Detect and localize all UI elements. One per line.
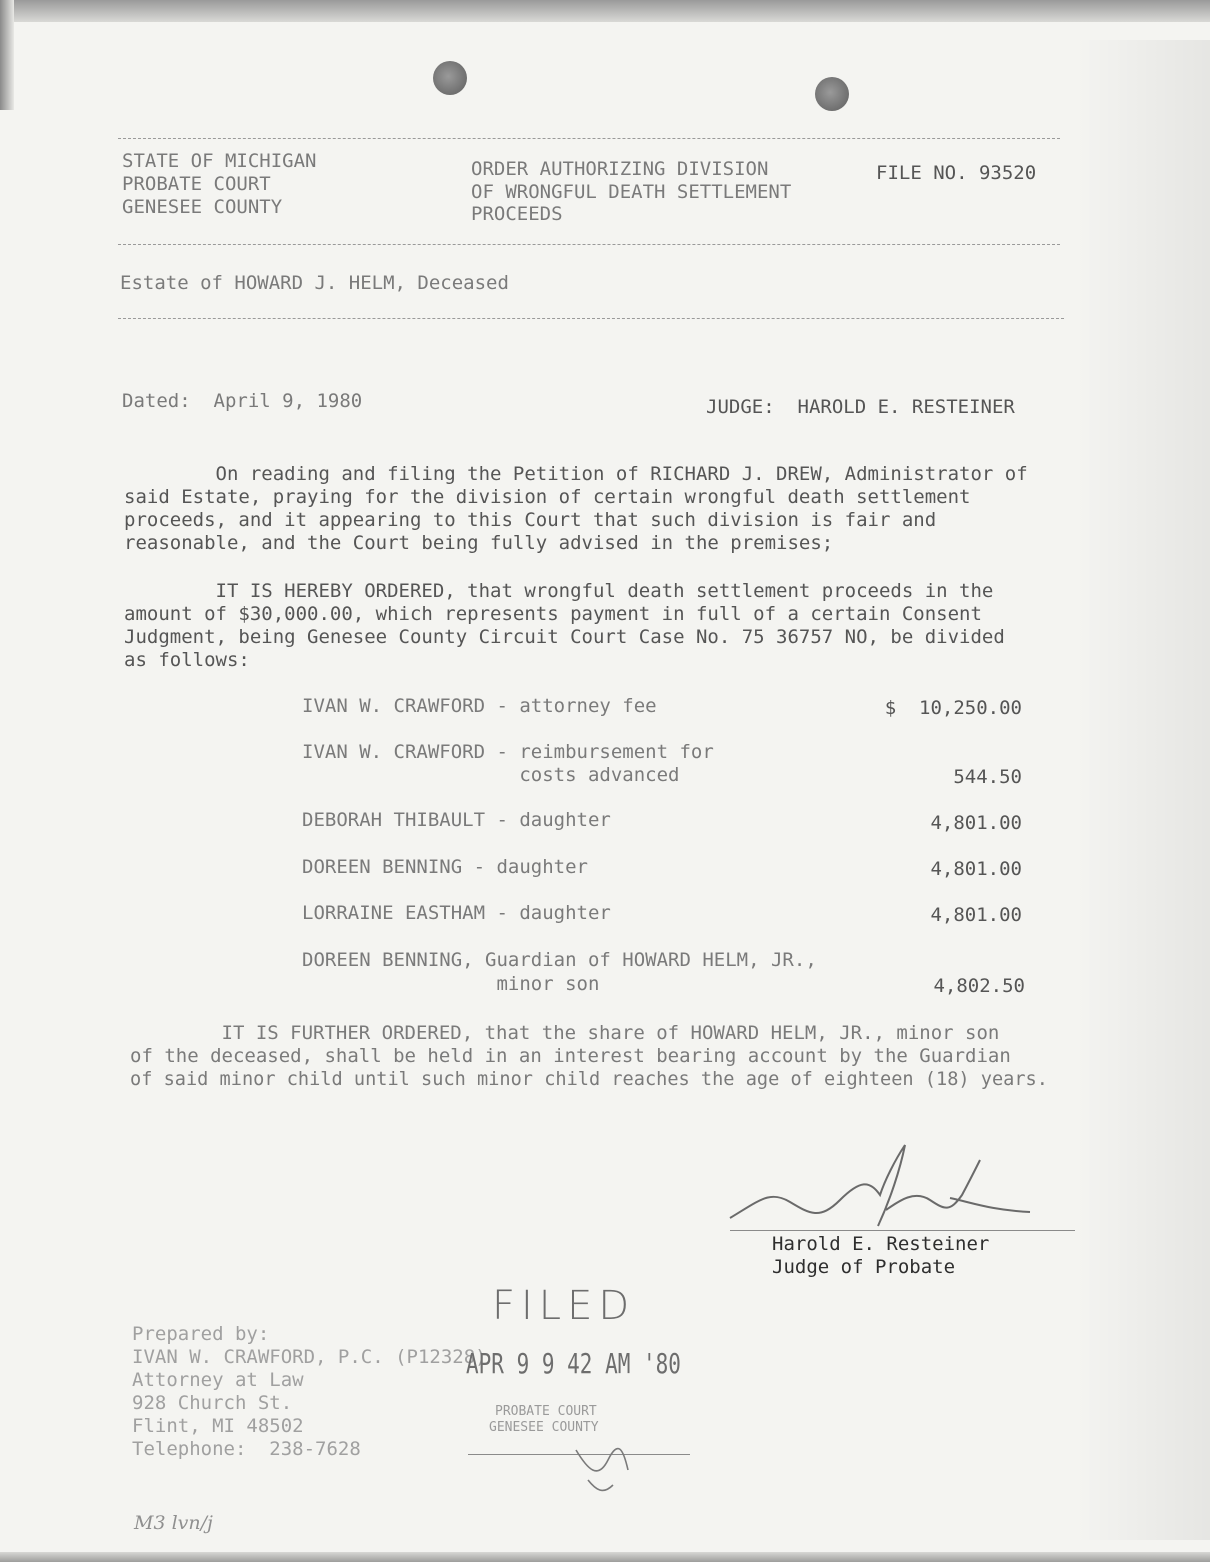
prepared-by-line: Flint, MI 48502 [132,1415,304,1437]
prepared-by-line: Attorney at Law [132,1369,304,1391]
payment-amount: 4,802.50 [933,975,1025,997]
prepared-by-line: IVAN W. CRAWFORD, P.C. (P12328) [132,1346,487,1368]
court-line: PROBATE COURT [122,173,271,195]
dated-line: Dated: April 9, 1980 [122,390,363,412]
estate-line: Estate of HOWARD J. HELM, Deceased [120,272,509,294]
payee-line: LORRAINE EASTHAM - daughter [302,902,611,924]
prepared-by-line: Telephone: 238-7628 [132,1438,361,1460]
paragraph-line: as follows: [124,649,250,671]
scan-shading [1075,40,1210,1540]
payee-line: IVAN W. CRAWFORD - attorney fee [302,695,657,717]
paragraph-line: of the deceased, shall be held in an interest bearing account by the Guardian [130,1045,1011,1067]
punch-hole-right [815,77,849,111]
clerk-initials [568,1440,638,1500]
header-bottom-rule [118,318,1064,319]
paragraph-line: of said minor child until such minor child reaches the age of eighteen (18) years. [130,1069,1048,1090]
payment-amount: 4,801.00 [930,904,1022,926]
payment-amount: 4,801.00 [930,858,1022,880]
handwritten-note: M3 lvn/j [134,1512,213,1534]
court-line: GENESEE COUNTY [122,196,283,218]
order-title-line: PROCEEDS [471,203,563,225]
paragraph-line: amount of $30,000.00, which represents payment in full of a certain Consent [124,603,982,625]
file-number: FILE NO. 93520 [876,162,1037,184]
payee-line: DOREEN BENNING, Guardian of HOWARD HELM, JR., [302,949,817,971]
payment-amount: 4,801.00 [930,812,1022,834]
payee-line: minor son [302,973,600,995]
payee-line: DEBORAH THIBAULT - daughter [302,809,611,831]
paragraph-line: IT IS HEREBY ORDERED, that wrongful death settlement proceeds in the [124,580,994,602]
order-title-line: OF WRONGFUL DEATH SETTLEMENT [471,181,792,203]
punch-hole-left [433,61,467,95]
judge-line: JUDGE: HAROLD E. RESTEINER [706,396,1015,418]
prepared-by-line: Prepared by: [132,1323,270,1345]
signature-rule [730,1230,1075,1231]
order-title-line: ORDER AUTHORIZING DIVISION [471,158,769,180]
prepared-by-line: 928 Church St. [132,1392,293,1414]
court-line: STATE OF MICHIGAN [122,150,317,172]
payee-line: IVAN W. CRAWFORD - reimbursement for [302,741,714,763]
judge-name: Harold E. Resteiner [772,1233,990,1255]
payee-line: costs advanced [302,764,680,786]
paragraph-line: Judgment, being Genesee County Circuit Court Case No. 75 36757 NO, be divided [124,626,1005,648]
payment-amount: $ 10,250.00 [884,697,1022,719]
paragraph-line: proceeds, and it appearing to this Court that such division is fair and [124,509,937,531]
scan-left-edge [0,0,14,110]
header-top-rule [118,138,1060,139]
paragraph-line: reasonable, and the Court being fully advised in the premises; [124,532,834,554]
filed-stamp-court: PROBATE COURT [495,1404,597,1419]
paragraph-line: On reading and filing the Petition of RICHARD J. DREW, Administrator of [124,463,1028,485]
filed-stamp-label: FILED [492,1283,636,1329]
paragraph-line: said Estate, praying for the division of certain wrongful death settlement [124,486,971,508]
judge-title: Judge of Probate [772,1256,956,1278]
scan-bottom-edge [0,1552,1210,1562]
paragraph-line: IT IS FURTHER ORDERED, that the share of HOWARD HELM, JR., minor son [130,1022,1000,1044]
payment-amount: 544.50 [953,766,1022,788]
judge-signature [700,1140,1060,1240]
payee-line: DOREEN BENNING - daughter [302,856,588,878]
scan-top-edge [0,0,1210,22]
filed-stamp-county: GENESEE COUNTY [489,1420,599,1435]
header-middle-rule [118,244,1060,245]
filed-stamp-date: APR 9 9 42 AM '80 [466,1348,681,1380]
